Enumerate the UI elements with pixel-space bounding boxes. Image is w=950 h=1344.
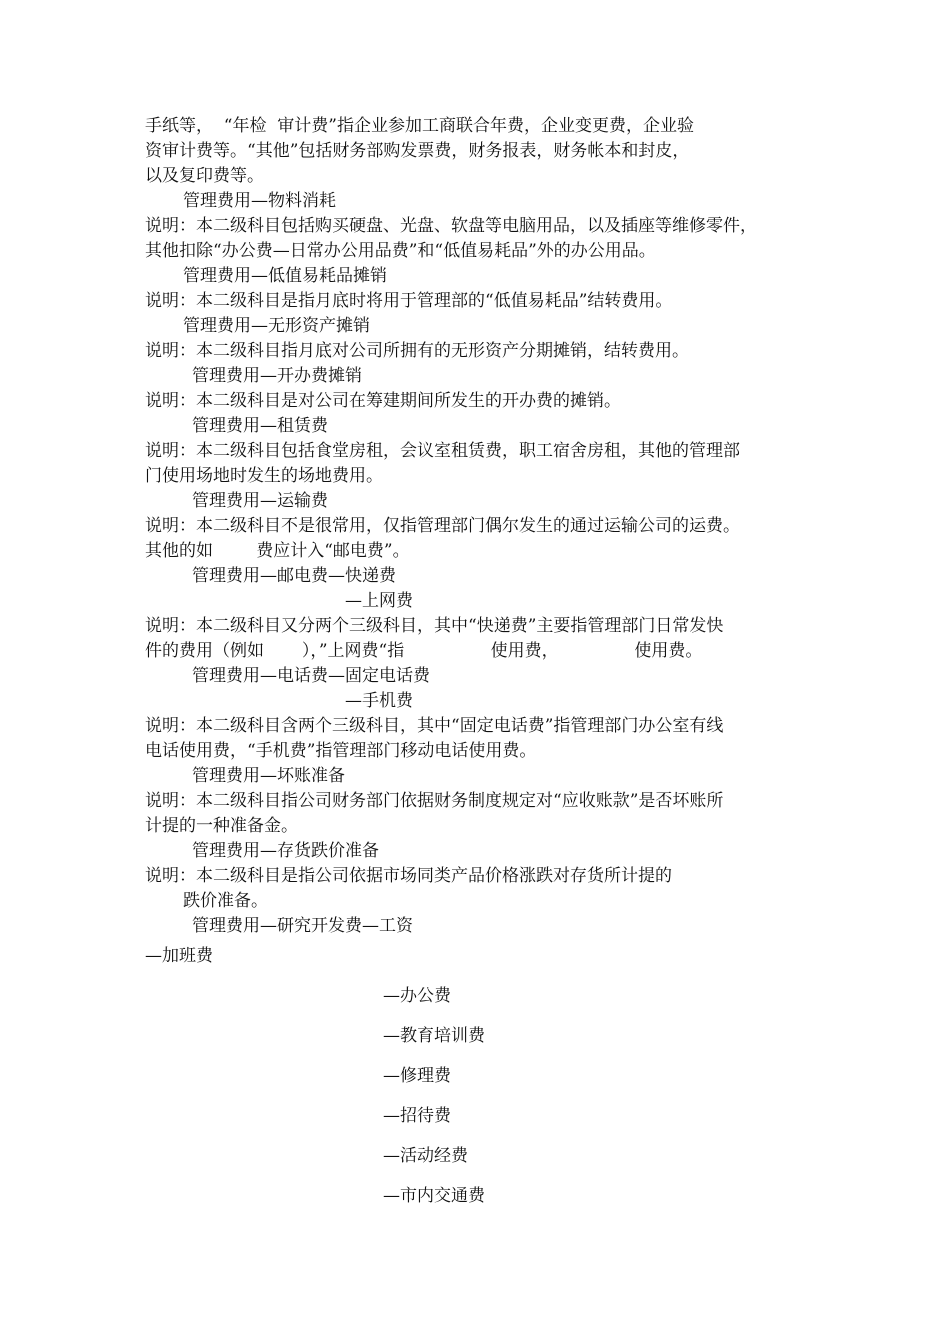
text-line: 说明：本二级科目是指月底时将用于管理部的“低值易耗品”结转费用。 (145, 291, 673, 311)
sub-item: —上网费 (345, 591, 413, 611)
text-line: 说明：本二级科目指月底对公司所拥有的无形资产分期摊销，结转费用。 (145, 341, 689, 361)
section-heading: 管理费用—电话费—固定电话费 (192, 666, 430, 686)
sub-item: —加班费 (145, 946, 213, 966)
section-heading: 管理费用—研究开发费—工资 (192, 916, 413, 936)
text-line: 说明：本二级科目不是很常用，仅指管理部门偶尔发生的通过运输公司的运费。 (145, 516, 740, 536)
text-line: 说明：本二级科目指公司财务部门依据财务制度规定对“应收账款”是否坏账所 (145, 791, 724, 811)
section-heading: 管理费用—存货跌价准备 (192, 841, 379, 861)
sub-item: —修理费 (383, 1066, 451, 1086)
text-line: 说明：本二级科目又分两个三级科目，其中“快递费”主要指管理部门日常发快 (145, 616, 724, 636)
sub-item: —招待费 (383, 1106, 451, 1126)
section-heading: 管理费用—租赁费 (192, 416, 328, 436)
text-line: 说明：本二级科目包括食堂房租，会议室租赁费，职工宿舍房租，其他的管理部 (145, 441, 740, 461)
sub-item: —教育培训费 (383, 1026, 485, 1046)
text-line: 电话使用费，“手机费”指管理部门移动电话使用费。 (145, 741, 537, 761)
section-heading: 管理费用—坏账准备 (192, 766, 345, 786)
section-heading: 管理费用—无形资产摊销 (183, 316, 370, 336)
text-line: 说明：本二级科目是对公司在筹建期间所发生的开办费的摊销。 (145, 391, 621, 411)
text-line: 以及复印费等。 (145, 166, 264, 186)
section-heading: 管理费用—开办费摊销 (192, 366, 362, 386)
text-line: 说明：本二级科目包括购买硬盘、光盘、软盘等电脑用品，以及插座等维修零件， (145, 216, 757, 236)
section-heading: 管理费用—运输费 (192, 491, 328, 511)
text-line: 资审计费等。“其他”包括财务部购发票费，财务报表，财务帐本和封皮， (145, 141, 690, 161)
sub-item: —活动经费 (383, 1146, 468, 1166)
section-heading: 管理费用—物料消耗 (183, 191, 336, 211)
text-line: 跌价准备。 (183, 891, 268, 911)
text-line: 件的费用（例如 ），”上网费“指 使用费， 使用费。 (145, 641, 703, 661)
text-line: 手纸等， “年检 审计费”指企业参加工商联合年费，企业变更费，企业验 (145, 116, 694, 136)
text-line: 说明：本二级科目是指公司依据市场同类产品价格涨跌对存货所计提的 (145, 866, 672, 886)
text-line: 说明：本二级科目含两个三级科目，其中“固定电话费”指管理部门办公室有线 (145, 716, 724, 736)
text-line: 其他的如 费应计入“邮电费”。 (145, 541, 410, 561)
section-heading: 管理费用—低值易耗品摊销 (183, 266, 387, 286)
text-line: 其他扣除“办公费—日常办公用品费”和“低值易耗品”外的办公用品。 (145, 241, 656, 261)
text-line: 计提的一种准备金。 (145, 816, 298, 836)
section-heading: 管理费用—邮电费—快递费 (192, 566, 396, 586)
sub-item: —市内交通费 (383, 1186, 485, 1206)
text-line: 门使用场地时发生的场地费用。 (145, 466, 383, 486)
sub-item: —办公费 (383, 986, 451, 1006)
sub-item: —手机费 (345, 691, 413, 711)
